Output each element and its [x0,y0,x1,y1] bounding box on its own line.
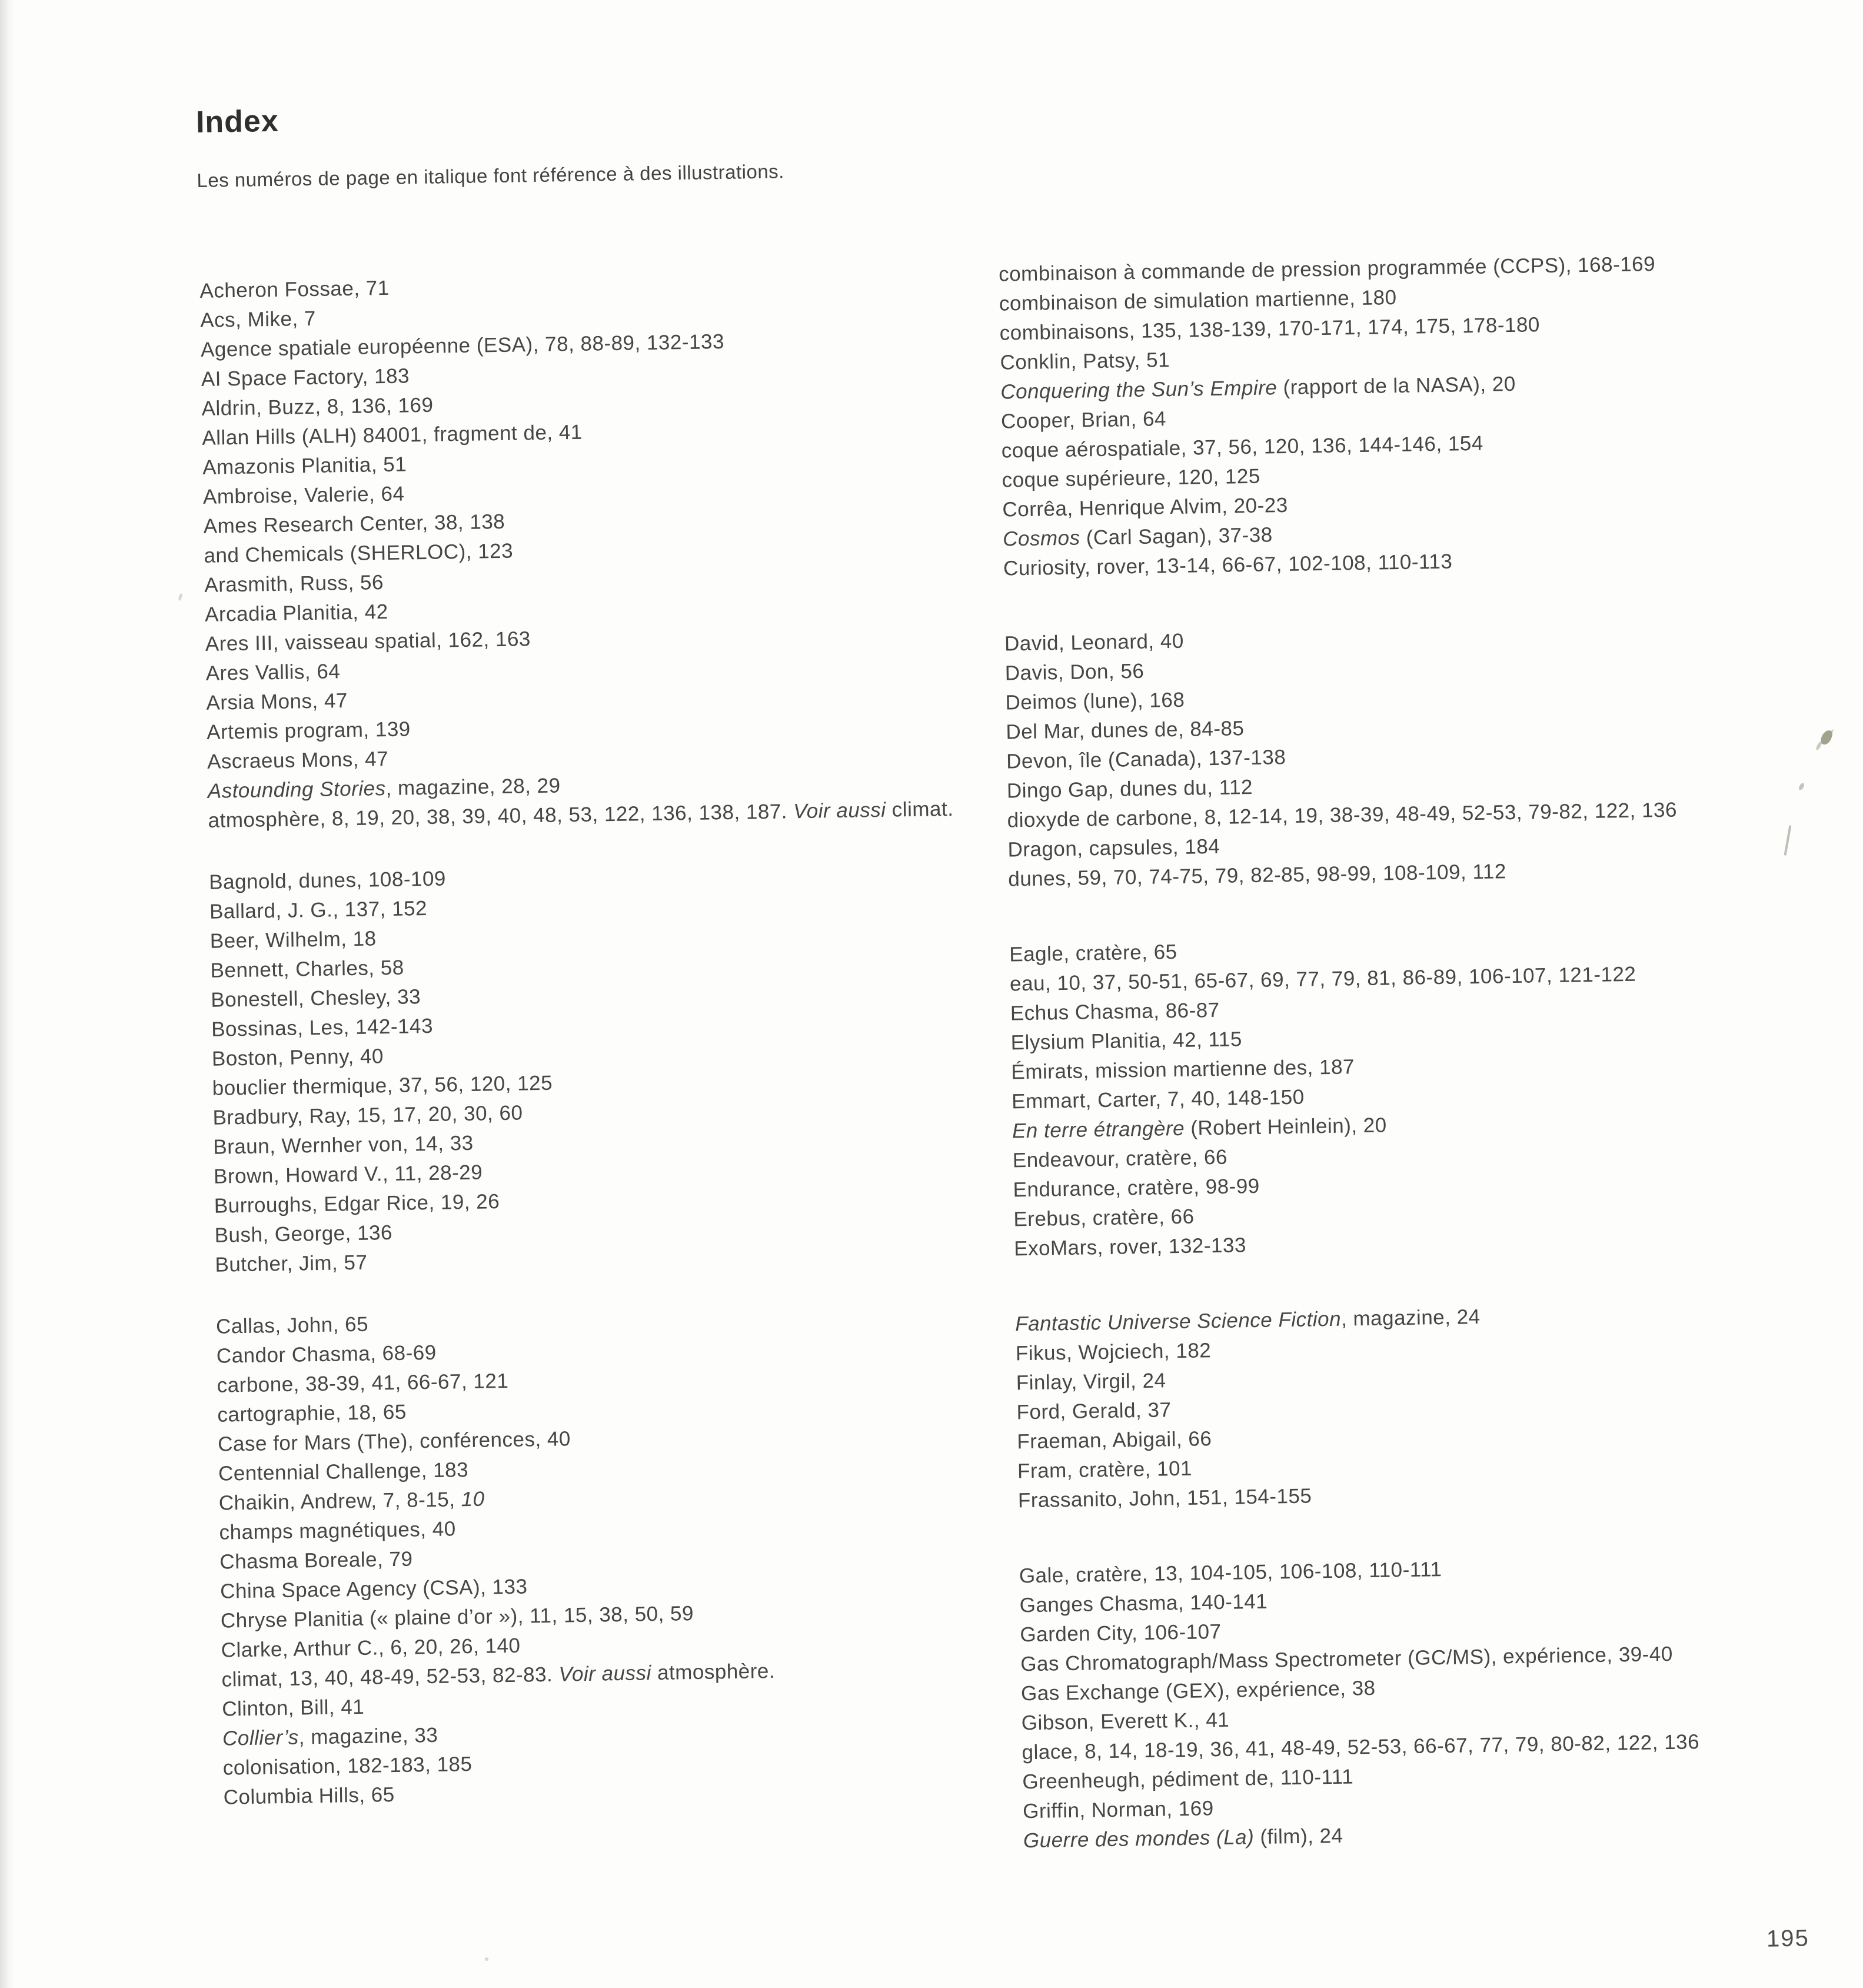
index-entry-segment: climat, 13, 40, 48-49, 52-53, 82-83. [221,1663,559,1691]
index-entry-segment: Bush, George, 136 [214,1221,393,1247]
index-entry-segment: Gas Chromatograph/Mass Spectrometer (GC/MS), expérience, 39-40 [1020,1642,1674,1676]
index-entry-segment: Ares Vallis, 64 [205,660,341,685]
index-entry-segment: Greenheugh, pédiment de, 110-111 [1022,1765,1354,1794]
index-entry-segment: atmosphère. [651,1659,776,1685]
index-entry-segment: champs magnétiques, 40 [219,1517,456,1544]
index-entry-segment: Davis, Don, 56 [1004,659,1145,685]
index-entry-segment: Fikus, Wojciech, 182 [1015,1339,1212,1365]
index-entry-segment: Dragon, capsules, 184 [1007,835,1220,862]
index-entry-segment: Gale, cratère, 13, 104-105, 106-108, 110-111 [1019,1558,1442,1588]
index-entry-segment: atmosphère, 8, 19, 20, 38, 39, 40, 48, 53, 122, 136, 138, 187. [208,800,794,832]
italics-note: Les numéros de page en italique font référence à des illustrations. [197,160,785,191]
index-entry-segment: coque supérieure, 120, 125 [1002,464,1261,492]
index-entry-segment: , magazine, 33 [298,1723,438,1749]
index-entry-segment: Amazonis Planitia, 51 [202,453,407,479]
index-entry-italic-segment: Voir aussi [558,1661,652,1686]
index-entry-segment: Emmart, Carter, 7, 40, 148-150 [1011,1085,1305,1113]
index-entry-italic-segment: Collier’s [222,1726,300,1750]
index-entry-italic-segment: Fantastic Universe Science Fiction [1014,1307,1342,1336]
index-entry-segment: Gas Exchange (GEX), expérience, 38 [1020,1676,1376,1706]
page-number: 195 [1766,1925,1810,1952]
index-entry-segment: Echus Chasma, 86-87 [1010,998,1220,1025]
index-entry-segment: Ames Research Center, 38, 138 [203,510,505,538]
index-entry-segment: climat. [886,797,954,822]
index-entry-segment: combinaisons, 135, 138-139, 170-171, 174, 175, 178-180 [999,313,1541,345]
index-entry-segment: , magazine, 28, 29 [385,774,561,800]
index-entry-segment: Bonestell, Chesley, 33 [211,985,421,1012]
index-entry-segment: Conklin, Patsy, 51 [1000,348,1170,374]
index-entry-segment: Chasma Boreale, 79 [219,1547,413,1574]
index-entry-segment: Frassanito, John, 151, 154-155 [1017,1484,1312,1512]
index-entry-segment: Chryse Planitia (« plaine d’or »), 11, 15, 38, 50, 59 [220,1602,694,1633]
index-entry-segment: Burroughs, Edgar Rice, 19, 26 [214,1190,500,1218]
index-entry-segment: cartographie, 18, 65 [217,1400,407,1427]
index-entry-segment: Chaikin, Andrew, 7, 8-15, [218,1488,461,1515]
index-entry-segment: Brown, Howard V., 11, 28-29 [213,1161,483,1188]
index-entry-segment: Eagle, cratère, 65 [1009,940,1177,966]
index-entry-segment: Fraeman, Abigail, 66 [1017,1427,1212,1454]
index-entry-segment: (Robert Heinlein), 20 [1184,1113,1387,1140]
index-entry-segment: Garden City, 106-107 [1020,1620,1222,1647]
index-entry-segment: Arsia Mons, 47 [206,689,348,714]
index-entry-segment: Acs, Mike, 7 [199,307,317,332]
index-entry-segment: glace, 8, 14, 18-19, 36, 41, 48-49, 52-53, 66-67, 77, 79, 80-82, 122, 136 [1022,1730,1700,1764]
index-entry-segment: Émirats, mission martienne des, 187 [1011,1055,1355,1084]
index-entry-segment: Deimos (lune), 168 [1005,688,1185,714]
index-entry-segment: Gibson, Everett K., 41 [1021,1708,1230,1735]
index-entry-segment: Braun, Wernher von, 14, 33 [212,1131,474,1159]
index-entry-segment: Artemis program, 139 [206,717,411,744]
index-entry-segment: Del Mar, dunes de, 84-85 [1006,717,1245,744]
index-entry-segment: Boston, Penny, 40 [211,1045,384,1071]
index-entry-segment: David, Leonard, 40 [1004,629,1185,656]
index-entry-segment: Case for Mars (The), conférences, 40 [217,1427,571,1456]
index-entry-segment: Allan Hills (ALH) 84001, fragment de, 41 [202,420,583,450]
index-entry-segment: Griffin, Norman, 169 [1022,1797,1214,1823]
index-entry-segment: dunes, 59, 70, 74-75, 79, 82-85, 98-99, 108-109, 112 [1008,860,1507,891]
index-content [195,62,1819,1853]
index-entry-segment: Corrêa, Henrique Alvim, 20-23 [1002,493,1288,521]
index-entry-segment: Elysium Planitia, 42, 115 [1010,1028,1243,1055]
index-entry-segment: Butcher, Jim, 57 [215,1251,368,1276]
index-entry-segment: colonisation, 182-183, 185 [222,1752,473,1780]
index-entry-segment: Clinton, Bill, 41 [221,1695,365,1721]
index-entry-segment: Centennial Challenge, 183 [218,1458,469,1485]
index-column-left [199,264,1012,1813]
index-entry-segment: combinaison de simulation martienne, 180 [999,285,1397,315]
index-entry-italic-segment: Cosmos [1002,526,1080,551]
index-entry-segment: (Carl Sagan), 37-38 [1080,523,1273,550]
scan-speck [485,1957,488,1961]
index-entry-segment: Ambroise, Valerie, 64 [202,482,405,508]
index-entry-segment: Aldrin, Buzz, 8, 136, 169 [201,393,434,420]
index-entry-segment: Agence spatiale européenne (ESA), 78, 88-89, 132-133 [200,330,725,361]
index-entry-segment: Curiosity, rover, 13-14, 66-67, 102-108, 110-113 [1003,550,1453,580]
index-entry-segment: combinaison à commande de pression programmée (CCPS), 168-169 [998,252,1656,286]
index-entry-segment: Acheron Fossae, 71 [199,276,390,302]
index-entry-segment: Endurance, cratère, 98-99 [1013,1174,1260,1202]
index-entry-italic-segment: Astounding Stories [207,777,386,803]
index-entry-segment: Endeavour, cratère, 66 [1012,1145,1228,1172]
index-entry-italic-segment: 10 [461,1487,485,1511]
scan-edge-shadow [0,0,15,1988]
index-entry-segment: dioxyde de carbone, 8, 12-14, 19, 38-39, 48-49, 52-53, 79-82, 122, 136 [1007,798,1678,832]
index-entry-segment: Fram, cratère, 101 [1017,1457,1193,1483]
index-entry-segment: Arasmith, Russ, 56 [204,571,384,597]
index-entry-segment: and Chemicals (SHERLOC), 123 [204,539,514,567]
index-entry-segment: Dingo Gap, dunes du, 112 [1006,775,1253,803]
index-entry-segment: Ballard, J. G., 137, 152 [209,896,428,923]
index-entry-segment: AI Space Factory, 183 [201,364,410,391]
index-entry-segment: Finlay, Virgil, 24 [1016,1369,1166,1395]
index-entry-segment: Callas, John, 65 [215,1312,369,1338]
index-entry-segment: Clarke, Arthur C., 6, 20, 26, 140 [221,1634,521,1662]
index-entry-segment: Devon, île (Canada), 137-138 [1006,746,1286,773]
index-entry-segment: , magazine, 24 [1340,1305,1481,1331]
index-entry-segment: bouclier thermique, 37, 56, 120, 125 [212,1071,553,1100]
index-entry-segment: (rapport de la NASA), 20 [1277,372,1516,400]
index-entry-segment: Bossinas, Les, 142-143 [211,1014,434,1041]
index-column-right [999,247,1847,1856]
index-entry-segment: Bradbury, Ray, 15, 17, 20, 30, 60 [212,1101,523,1129]
index-entry-segment: Ford, Gerald, 37 [1016,1398,1172,1424]
index-entry-segment: Beer, Wilhelm, 18 [209,927,377,953]
index-entry-segment: ExoMars, rover, 132-133 [1013,1234,1247,1261]
index-entry-segment: Arcadia Planitia, 42 [204,600,388,626]
index-entry-segment: Erebus, cratère, 66 [1013,1205,1195,1231]
index-entry-segment: eau, 10, 37, 50-51, 65-67, 69, 77, 79, 81, 86-89, 106-107, 121-122 [1009,962,1636,996]
index-entry-segment: Ares III, vaisseau spatial, 162, 163 [205,627,531,656]
index-entry-segment: Bagnold, dunes, 108-109 [208,867,447,894]
index-entry-segment: Cooper, Brian, 64 [1000,407,1167,433]
index-entry-italic-segment: En terre étrangère [1012,1116,1185,1143]
index-entry-segment: Candor Chasma, 68-69 [216,1341,437,1368]
index-entry-italic-segment: Conquering the Sun’s Empire [1000,376,1278,404]
index-entry-italic-segment: Guerre des mondes (La) [1023,1826,1255,1853]
scan-speck [178,593,183,601]
index-entry-segment: Bennett, Charles, 58 [210,956,404,982]
index-entry-segment: Ganges Chasma, 140-141 [1019,1590,1268,1617]
index-entry-segment: Columbia Hills, 65 [223,1783,395,1809]
index-entry-segment: China Space Agency (CSA), 133 [219,1575,528,1603]
index-entry-segment: Ascraeus Mons, 47 [207,747,389,773]
index-entry-italic-segment: Voir aussi [793,798,886,823]
index-entry-segment: (film), 24 [1253,1824,1343,1849]
index-entry-segment: coque aérospatiale, 37, 56, 120, 136, 144-146, 154 [1001,431,1484,463]
page-title: Index [195,104,280,139]
index-entry-segment: carbone, 38-39, 41, 66-67, 121 [217,1369,509,1397]
